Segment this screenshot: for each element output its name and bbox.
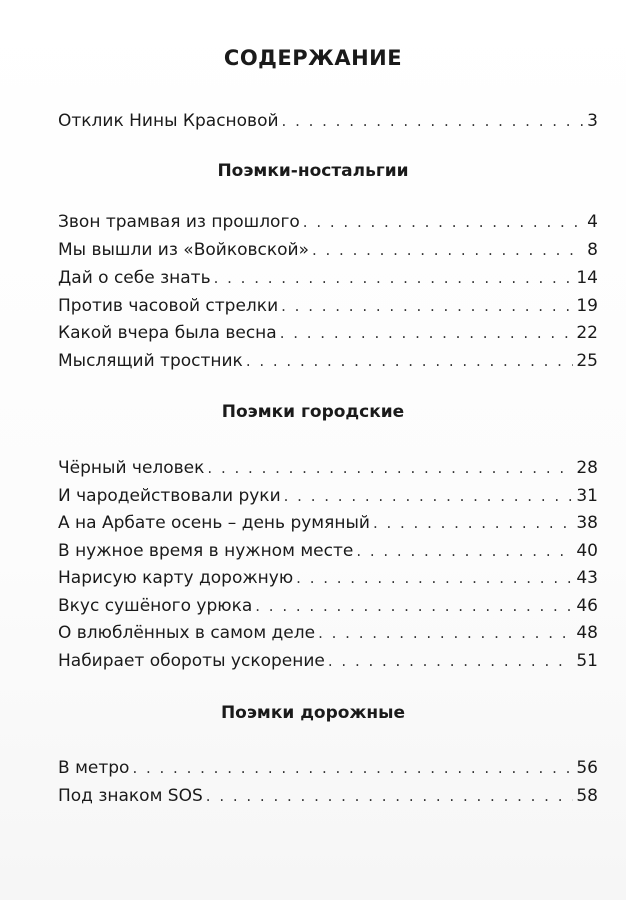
toc-entry-page: 31 xyxy=(576,486,598,506)
toc-entry[interactable] xyxy=(58,294,598,318)
toc-entry-title: Набирает обороты ускорение xyxy=(58,651,325,671)
dot-leader xyxy=(296,566,573,590)
toc-entry[interactable] xyxy=(58,539,598,563)
toc-entry-page: 58 xyxy=(576,786,598,806)
toc-entry[interactable] xyxy=(58,621,598,645)
toc-entry-title: В метро xyxy=(58,758,130,778)
toc-entry-page: 4 xyxy=(587,212,598,232)
toc-entry-page: 56 xyxy=(576,758,598,778)
toc-entry[interactable] xyxy=(58,109,598,133)
toc-entry-page: 38 xyxy=(576,513,598,533)
toc-entry[interactable] xyxy=(58,349,598,373)
toc-entry[interactable] xyxy=(58,484,598,508)
toc-entry-title: Против часовой стрелки xyxy=(58,296,279,316)
dot-leader xyxy=(207,456,573,480)
toc-entry[interactable] xyxy=(58,784,598,808)
toc-entry[interactable] xyxy=(58,238,598,262)
toc-entry-title: Дай о себе знать xyxy=(58,268,211,288)
toc-entry-title: Под знаком SOS xyxy=(58,786,203,806)
dot-leader xyxy=(356,539,573,563)
toc-entry-page: 19 xyxy=(576,296,598,316)
toc-entry-title: Мыслящий тростник xyxy=(58,351,243,371)
toc-entry[interactable] xyxy=(58,649,598,673)
dot-leader xyxy=(132,756,573,780)
dot-leader xyxy=(303,210,584,234)
toc-entry-page: 3 xyxy=(587,111,598,131)
toc-entry[interactable] xyxy=(58,566,598,590)
dot-leader xyxy=(206,784,574,808)
section-title: Поэмки городские xyxy=(221,402,405,422)
toc-entry-title: О влюблённых в самом деле xyxy=(58,623,316,643)
toc-entry[interactable] xyxy=(58,321,598,345)
dot-leader xyxy=(214,266,574,290)
dot-leader xyxy=(255,594,573,618)
dot-leader xyxy=(281,294,573,318)
toc-entry-title: Отклик Нины Красновой xyxy=(58,111,279,131)
dot-leader xyxy=(284,484,574,508)
toc-entry[interactable] xyxy=(58,456,598,480)
dot-leader xyxy=(328,649,573,673)
toc-entry[interactable] xyxy=(58,266,598,290)
toc-entry-title: Мы вышли из «Войковской» xyxy=(58,240,309,260)
dot-leader xyxy=(312,238,584,262)
toc-entry-title: Нарисую карту дорожную xyxy=(58,568,294,588)
toc-entry-title: Вкус сушёного урюка xyxy=(58,596,253,616)
page-title: СОДЕРЖАНИЕ xyxy=(223,46,403,70)
toc-entry[interactable] xyxy=(58,594,598,618)
dot-leader xyxy=(246,349,574,373)
toc-entry-title: Звон трамвая из прошлого xyxy=(58,212,300,232)
toc-entry-page: 8 xyxy=(587,240,598,260)
toc-entry-page: 46 xyxy=(576,596,598,616)
toc-entry-title: Какой вчера была весна xyxy=(58,323,277,343)
dot-leader xyxy=(280,321,574,345)
toc-entry-title: А на Арбате осень – день румяный xyxy=(58,513,370,533)
toc-entry-page: 51 xyxy=(576,651,598,671)
toc-entry-page: 25 xyxy=(576,351,598,371)
dot-leader xyxy=(373,511,573,535)
toc-entry-page: 28 xyxy=(576,458,598,478)
toc-entry[interactable] xyxy=(58,756,598,780)
toc-entry-title: Чёрный человек xyxy=(58,458,205,478)
toc-entry-title: В нужное время в нужном месте xyxy=(58,541,354,561)
toc-entry-page: 22 xyxy=(576,323,598,343)
toc-entry[interactable] xyxy=(58,511,598,535)
toc-entry-page: 40 xyxy=(576,541,598,561)
toc-entry[interactable] xyxy=(58,210,598,234)
toc-entry-page: 43 xyxy=(576,568,598,588)
toc-entry-title: И чародействовали руки xyxy=(58,486,281,506)
dot-leader xyxy=(318,621,573,645)
dot-leader xyxy=(282,109,585,133)
toc-entry-page: 48 xyxy=(576,623,598,643)
toc-entry-page: 14 xyxy=(576,268,598,288)
section-title: Поэмки-ностальгии xyxy=(217,161,409,181)
section-title: Поэмки дорожные xyxy=(220,703,406,723)
